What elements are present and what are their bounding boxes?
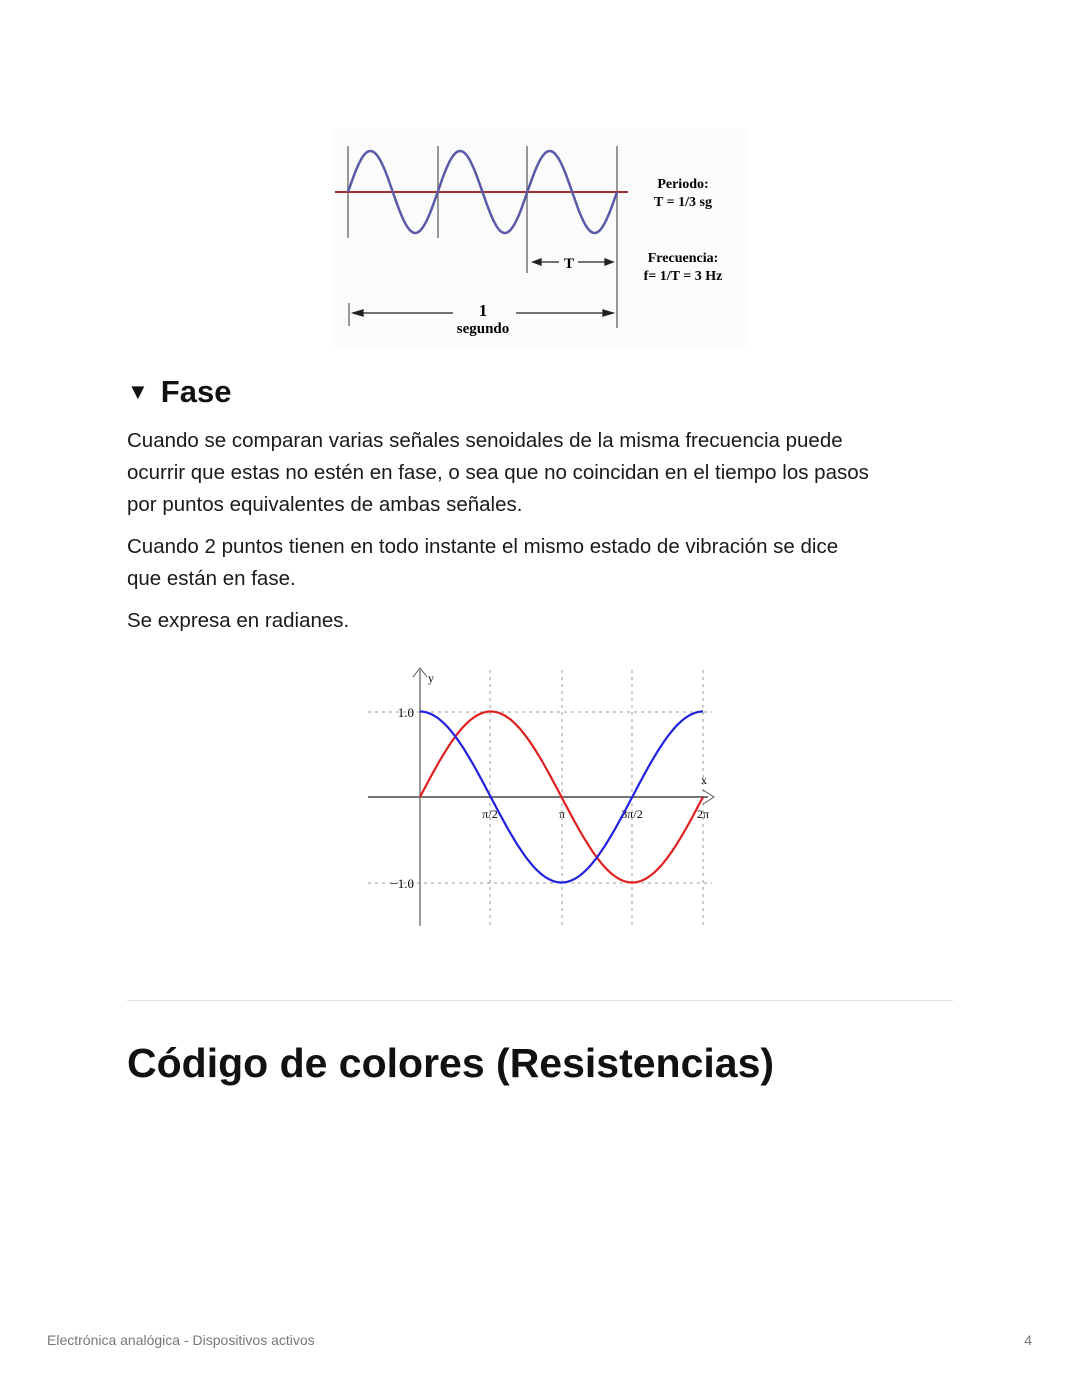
x-axis-label: x bbox=[701, 773, 707, 787]
line: ocurrir que estas no estén en fase, o sea que no coincidan en el tiempo los pasos bbox=[127, 461, 869, 484]
x-tick-label: 2π bbox=[696, 807, 710, 821]
span-unit: segundo bbox=[456, 321, 510, 337]
frequency-value: f= 1/T = 3 Hz bbox=[643, 269, 723, 284]
span-number: 1 bbox=[478, 301, 488, 320]
period-marker: T bbox=[563, 256, 575, 272]
period-frequency-figure bbox=[333, 128, 747, 346]
frequency-label: Frecuencia: bbox=[647, 251, 719, 266]
triangle-down-icon[interactable]: ▼ bbox=[127, 379, 149, 404]
y-tick-label: 1.0 bbox=[397, 705, 414, 720]
footer-title: Electrónica analógica - Dispositivos activos bbox=[47, 1332, 315, 1348]
x-tick-label: π bbox=[558, 807, 566, 821]
section-heading-fase[interactable] bbox=[127, 374, 231, 410]
y-axis-label: y bbox=[428, 671, 434, 685]
line: por puntos equivalentes de ambas señales. bbox=[127, 493, 523, 516]
page-number: 4 bbox=[1024, 1332, 1032, 1348]
line: que están en fase. bbox=[127, 567, 296, 590]
heading-text: Fase bbox=[160, 374, 232, 409]
line: Se expresa en radianes. bbox=[127, 609, 350, 632]
paragraph bbox=[127, 425, 957, 521]
paragraph bbox=[127, 605, 957, 637]
section-heading-colores: Código de colores (Resistencias) bbox=[127, 1040, 775, 1086]
x-tick-label: 3π/2 bbox=[621, 807, 643, 821]
y-tick-label: −1.0 bbox=[390, 876, 414, 891]
phase-figure bbox=[360, 660, 720, 930]
x-tick-label: π/2 bbox=[482, 807, 498, 821]
line: Cuando se comparan varias señales senoidales de la misma frecuencia puede bbox=[127, 429, 843, 452]
period-label: Periodo: bbox=[657, 177, 709, 192]
paragraph bbox=[127, 531, 957, 595]
line: Cuando 2 puntos tienen en todo instante el mismo estado de vibración se dice bbox=[127, 535, 839, 558]
period-value: T = 1/3 sg bbox=[654, 195, 712, 210]
divider bbox=[127, 1000, 953, 1001]
